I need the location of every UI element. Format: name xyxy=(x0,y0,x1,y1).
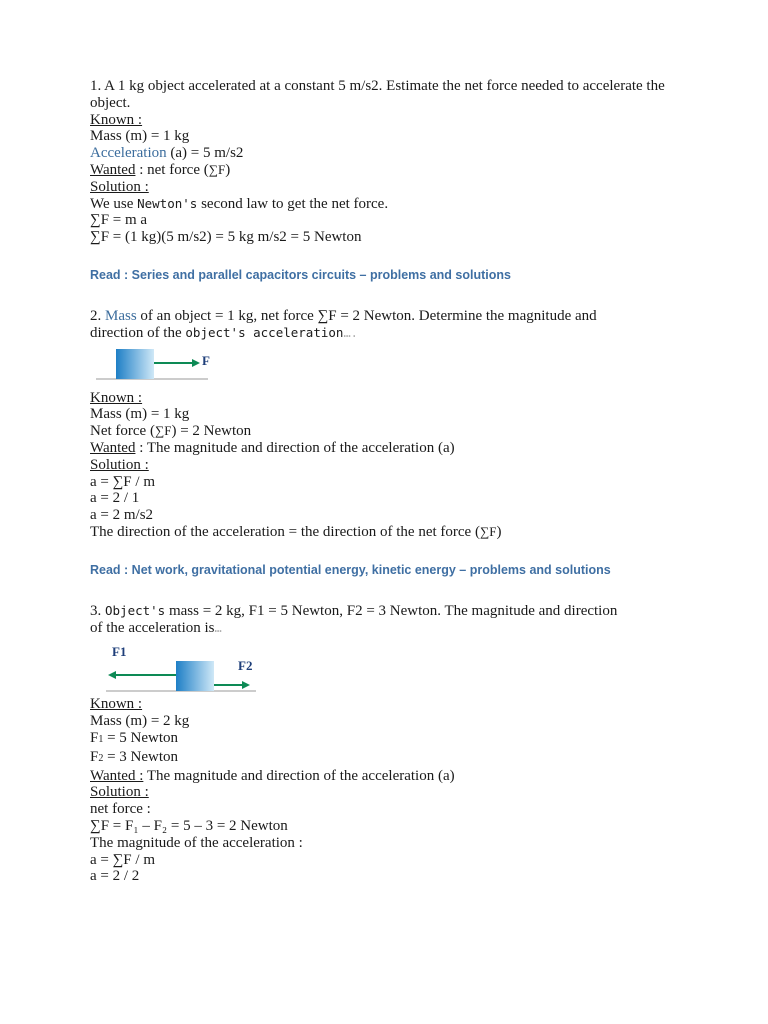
solution-line: a = ∑F / m xyxy=(90,473,155,490)
problem-1 xyxy=(90,78,690,246)
solution-line: ∑F = m a xyxy=(90,212,148,229)
problem-2-question-cont: direction of the object's acceleration…. xyxy=(90,324,358,341)
solution-line: a = ∑F / m xyxy=(90,851,155,868)
f1-line: F1 = 5 Newton xyxy=(90,729,179,746)
solution-line: The magnitude of the acceleration : xyxy=(90,834,303,851)
f2-line: F2 = 3 Newton xyxy=(90,748,179,765)
solution-line: ∑F = F₁ – F₂ = 5 – 3 = 2 Newton xyxy=(90,817,288,834)
force-label: F xyxy=(202,352,210,368)
read-link-1[interactable]: Read : Series and parallel capacitors circuits – problems and solutions xyxy=(90,267,511,282)
document xyxy=(90,78,690,885)
force-diagram-2 xyxy=(90,636,690,696)
solution-line: a = 2 / 1 xyxy=(90,490,140,507)
problem-1-question: 1. A 1 kg object accelerated at a constant 5 m/s2. Estimate the net force needed to accelerate the object. xyxy=(90,78,665,111)
problem-2-question: 2. Mass of an object = 1 kg, net force ∑F = 2 Newton. Determine the magnitude and xyxy=(90,307,597,324)
solution-label: Solution : xyxy=(90,178,149,195)
f2-label: F2 xyxy=(238,658,253,674)
known-label: Known : xyxy=(90,111,143,128)
solution-line: The direction of the acceleration = the direction of the net force (∑F) xyxy=(90,523,502,540)
net-force-line: Net force (∑F) = 2 Newton xyxy=(90,423,252,440)
solution-label: Solution : xyxy=(90,784,149,801)
known-label: Known : xyxy=(90,389,143,406)
mass-link[interactable]: Mass xyxy=(105,307,137,324)
force-diagram-1 xyxy=(90,342,690,390)
wanted-line: Wanted : The magnitude and direction of the acceleration (a) xyxy=(90,439,455,456)
acceleration-link[interactable]: Acceleration xyxy=(90,145,167,162)
f1-label: F1 xyxy=(112,644,127,660)
mass-line: Mass (m) = 2 kg xyxy=(90,713,190,730)
wanted-line: Wanted : net force (∑F) xyxy=(90,161,231,178)
solution-line: a = 2 / 2 xyxy=(90,868,140,885)
problem-3-question-cont: of the acceleration is… xyxy=(90,619,222,636)
problem-3-question: 3. Object's mass = 2 kg, F1 = 5 Newton, F2 = 3 Newton. The magnitude and direction xyxy=(90,602,618,619)
read-link-2[interactable]: Read : Net work, gravitational potential energy, kinetic energy – problems and solutions xyxy=(90,562,611,577)
known-label: Known : xyxy=(90,696,143,713)
problem-3 xyxy=(90,603,690,885)
block xyxy=(116,349,154,379)
mass-line: Mass (m) = 1 kg xyxy=(90,128,190,145)
mass-line: Mass (m) = 1 kg xyxy=(90,406,190,423)
block-force-figure xyxy=(96,346,236,390)
solution-line: ∑F = (1 kg)(5 m/s2) = 5 kg m/s2 = 5 Newton xyxy=(90,229,362,246)
block xyxy=(176,661,214,691)
acceleration-line: Acceleration (a) = 5 m/s2 xyxy=(90,145,244,162)
wanted-line: Wanted : The magnitude and direction of the acceleration (a) xyxy=(90,767,455,784)
two-force-figure xyxy=(104,640,284,696)
solution-line: a = 2 m/s2 xyxy=(90,507,154,524)
solution-line: net force : xyxy=(90,801,151,818)
solution-label: Solution : xyxy=(90,456,149,473)
solution-line: We use Newton's second law to get the net force. xyxy=(90,195,389,212)
problem-2 xyxy=(90,308,690,541)
